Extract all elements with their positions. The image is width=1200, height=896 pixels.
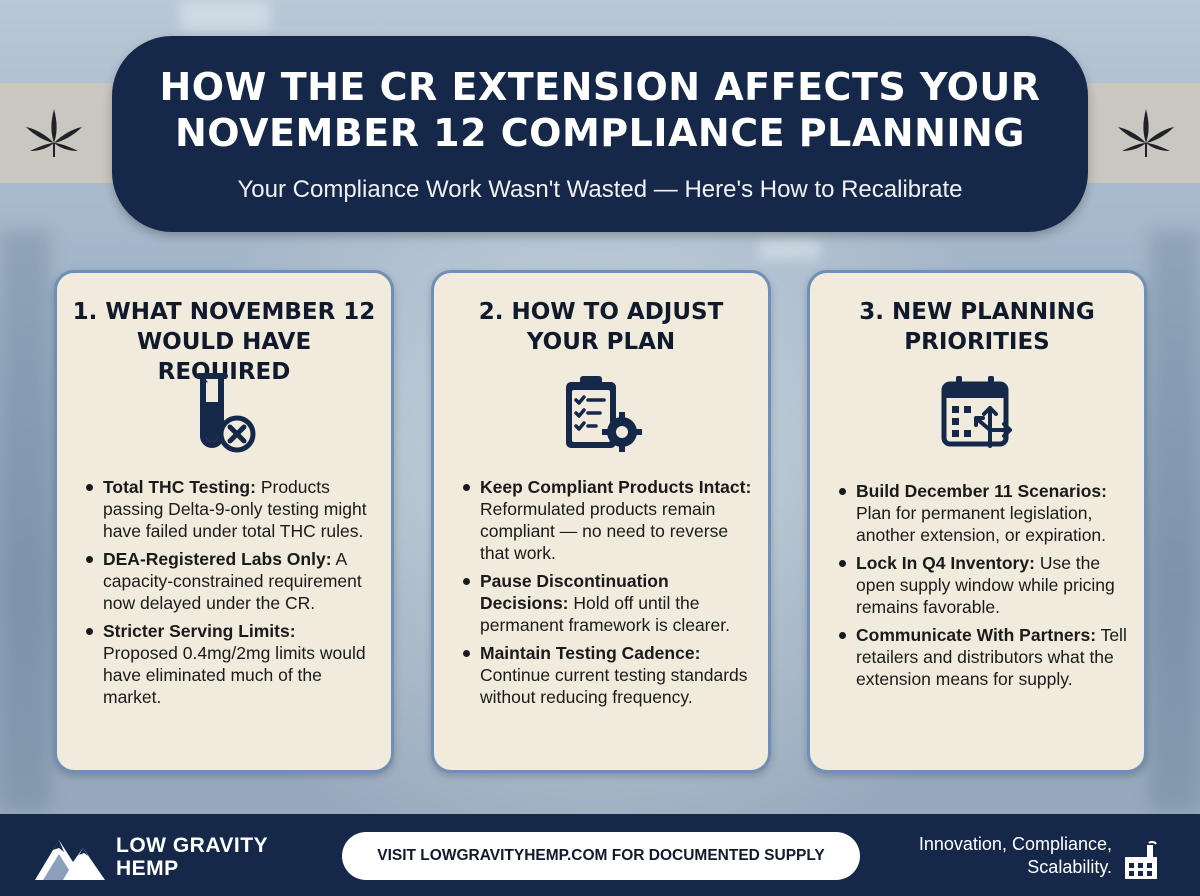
card-title (444, 297, 758, 357)
bullet-list (83, 476, 375, 714)
card-november-requirements (54, 270, 394, 773)
brand-name-line-2: HEMP (116, 857, 179, 880)
title-line-2: NOVEMBER 12 COMPLIANCE PLANNING (175, 111, 1025, 155)
mountain-logo-icon (33, 832, 107, 882)
card-title-line-1: 2. HOW TO ADJUST (478, 299, 724, 325)
card-title-line-2: WOULD HAVE REQUIRED (136, 329, 312, 385)
bullet-label: Pause Discontinuation Decisions: (480, 571, 669, 613)
bullet-label: DEA-Registered Labs Only: (103, 549, 332, 569)
card-title-line-1: 3. NEW PLANNING (859, 299, 1095, 325)
list-item (836, 624, 1128, 690)
tagline-line-2: Scalability. (1027, 857, 1112, 877)
bullet-text: Continue current testing standards without reducing frequency. (480, 665, 748, 707)
bullet-label: Lock In Q4 Inventory: (856, 553, 1035, 573)
title-line-1: HOW THE CR EXTENSION AFFECTS YOUR (159, 65, 1041, 109)
card-planning-priorities (807, 270, 1147, 773)
bullet-label: Maintain Testing Cadence: (480, 643, 701, 663)
factory-icon (1121, 841, 1161, 881)
tagline-line-1: Innovation, Compliance, (918, 834, 1112, 854)
calendar-arrows-icon (932, 368, 1022, 458)
list-item (83, 476, 375, 542)
cannabis-leaf-icon (22, 103, 86, 167)
card-title-line-2: YOUR PLAN (526, 329, 676, 355)
list-item (83, 548, 375, 614)
card-adjust-plan (431, 270, 771, 773)
subtitle: Your Compliance Work Wasn't Wasted — Here's How to Recalibrate (237, 176, 963, 203)
bullet-list (460, 476, 752, 714)
card-title (820, 297, 1134, 357)
card-title-line-2: PRIORITIES (904, 329, 1050, 355)
bullet-text: Plan for permanent legislation, another extension, or expiration. (856, 503, 1107, 545)
bullet-text: Hold off until the permanent framework is clearer. (480, 593, 730, 635)
background-light (760, 240, 820, 260)
bullet-text: A capacity-constrained requirement now delayed under the CR. (103, 549, 362, 613)
title-banner (112, 36, 1088, 232)
bullet-text: Use the open supply window while pricing remains favorable. (856, 553, 1115, 617)
bullet-label: Total THC Testing: (103, 477, 256, 497)
list-item (83, 620, 375, 708)
bullet-text: Proposed 0.4mg/2mg limits would have eliminated much of the market. (103, 643, 366, 707)
brand-name-line-1: LOW GRAVITY (116, 834, 269, 857)
bullet-label: Keep Compliant Products Intact: (480, 477, 752, 497)
test-tube-x-icon (179, 368, 269, 458)
page-title (112, 64, 1088, 156)
clipboard-gear-icon (556, 368, 646, 458)
cannabis-leaf-icon (1114, 103, 1178, 167)
visit-website-button[interactable]: VISIT LOWGRAVITYHEMP.COM FOR DOCUMENTED SUPPLY (342, 832, 860, 880)
list-item (836, 480, 1128, 546)
bullet-label: Communicate With Partners: (856, 625, 1097, 645)
list-item (460, 570, 752, 636)
background-light (180, 0, 270, 30)
bullet-label: Build December 11 Scenarios: (856, 481, 1107, 501)
bullet-text: Reformulated products remain compliant — no need to reverse that work. (480, 499, 729, 563)
list-item (460, 642, 752, 708)
brand-name (116, 834, 316, 880)
card-title-line-1: 1. WHAT NOVEMBER 12 (72, 299, 376, 325)
tagline (872, 833, 1112, 879)
bullet-list (836, 480, 1128, 696)
bullet-text: Products passing Delta-9-only testing might have failed under total THC rules. (103, 477, 367, 541)
list-item (836, 552, 1128, 618)
bullet-label: Stricter Serving Limits: (103, 621, 296, 641)
background-shelf (0, 230, 50, 810)
footer (0, 814, 1200, 896)
bullet-text: Tell retailers and distributors what the extension means for supply. (856, 625, 1127, 689)
background-shelf (1150, 230, 1200, 810)
list-item (460, 476, 752, 564)
